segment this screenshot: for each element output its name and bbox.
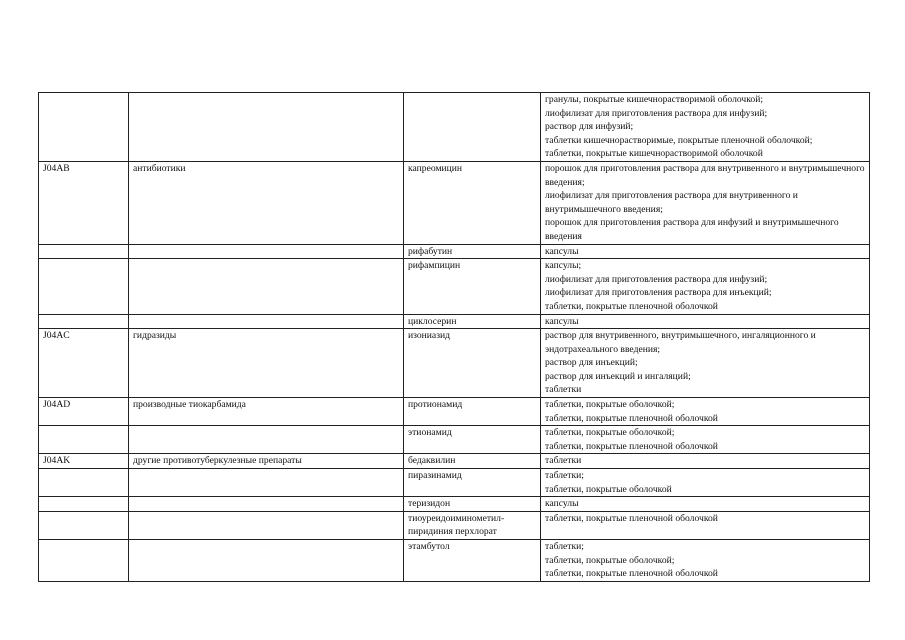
pharmacological-group-cell xyxy=(129,93,404,162)
dosage-form-line: лиофилизат для приготовления раствора для инфузий; xyxy=(545,107,768,119)
dosage-form-line: таблетки, покрытые оболочкой; xyxy=(545,427,675,439)
atc-code-cell: J04AB xyxy=(39,161,129,244)
drug-name-cell: рифампицин xyxy=(404,259,541,314)
table-row xyxy=(39,329,870,398)
atc-code-cell xyxy=(39,469,129,497)
pharmacological-group-cell xyxy=(129,540,404,582)
dosage-form-line: таблетки; xyxy=(545,470,584,482)
pharmacological-group-cell: антибиотики xyxy=(129,161,404,244)
dosage-form-line: раствор для внутривенного, внутримышечного, ингаляционного и эндотрахеального введения; xyxy=(545,330,816,355)
drug-name-cell: капреомицин xyxy=(404,161,541,244)
dosage-form-line: таблетки, покрытые оболочкой xyxy=(545,483,672,495)
table-row xyxy=(39,314,870,329)
dosage-form-line: таблетки, покрытые пленочной оболочкой xyxy=(545,300,718,312)
dosage-form-line: таблетки, покрытые пленочной оболочкой xyxy=(545,440,718,452)
atc-code-cell xyxy=(39,511,129,539)
atc-code-cell xyxy=(39,259,129,314)
dosage-form-line: лиофилизат для приготовления раствора для внутривенного и внутримышечного введения; xyxy=(545,190,798,215)
table-row xyxy=(39,426,870,454)
dosage-forms-cell xyxy=(541,511,870,539)
dosage-form-line: лиофилизат для приготовления раствора для инфузий; xyxy=(545,273,768,285)
dosage-forms-cell xyxy=(541,398,870,426)
atc-code-cell xyxy=(39,244,129,259)
atc-code-cell xyxy=(39,93,129,162)
dosage-forms-cell xyxy=(541,469,870,497)
drug-name-cell: бедаквилин xyxy=(404,454,541,469)
drug-name-cell: этамбутол xyxy=(404,540,541,582)
dosage-form-line: раствор для инъекций; xyxy=(545,357,638,369)
pharmacological-group-cell xyxy=(129,259,404,314)
table-row xyxy=(39,244,870,259)
atc-code-cell xyxy=(39,540,129,582)
dosage-forms-cell xyxy=(541,454,870,469)
drug-name-cell: теризидон xyxy=(404,497,541,512)
dosage-form-line: таблетки, покрытые пленочной оболочкой xyxy=(545,412,718,424)
table-row xyxy=(39,511,870,539)
table-row xyxy=(39,161,870,244)
table-row xyxy=(39,454,870,469)
drug-name-cell: пиразинамид xyxy=(404,469,541,497)
drug-name-cell: изониазид xyxy=(404,329,541,398)
dosage-form-line: таблетки, покрытые кишечнорастворимой оболочкой xyxy=(545,148,763,160)
dosage-form-line: порошок для приготовления раствора для внутривенного и внутримышечного введения; xyxy=(545,162,865,188)
dosage-forms-cell xyxy=(541,259,870,314)
drug-name-cell: тиоуреидоиминометил-пиридиния перхлорат xyxy=(404,511,541,539)
pharmacological-group-cell xyxy=(129,497,404,512)
dosage-form-line: таблетки xyxy=(545,455,582,467)
dosage-form-line: лиофилизат для приготовления раствора для инъекций; xyxy=(545,287,772,299)
pharmacological-group-cell xyxy=(129,426,404,454)
drug-table-body xyxy=(39,93,870,582)
table-row xyxy=(39,469,870,497)
drug-name-cell: этионамид xyxy=(404,426,541,454)
dosage-forms-cell xyxy=(541,161,870,244)
atc-code-cell xyxy=(39,426,129,454)
dosage-form-line: таблетки, покрытые пленочной оболочкой xyxy=(545,568,718,580)
dosage-form-line: гранулы, покрытые кишечнорастворимой оболочкой; xyxy=(545,94,763,105)
table-row xyxy=(39,259,870,314)
dosage-form-line: раствор для инъекций и ингаляций; xyxy=(545,370,691,382)
pharmacological-group-cell xyxy=(129,511,404,539)
atc-code-cell: J04AC xyxy=(39,329,129,398)
dosage-forms-cell xyxy=(541,314,870,329)
dosage-form-line: порошок для приготовления раствора для инфузий и внутримышечного введения xyxy=(545,217,839,242)
drug-name-cell: рифабутин xyxy=(404,244,541,259)
drug-name-cell xyxy=(404,93,541,162)
atc-code-cell: J04AK xyxy=(39,454,129,469)
drug-name-cell: циклосерин xyxy=(404,314,541,329)
dosage-form-line: капсулы; xyxy=(545,260,582,272)
pharmacological-group-cell xyxy=(129,314,404,329)
dosage-forms-cell xyxy=(541,329,870,398)
drug-name-cell: протионамид xyxy=(404,398,541,426)
dosage-forms-cell xyxy=(541,244,870,259)
atc-code-cell: J04AD xyxy=(39,398,129,426)
table-row xyxy=(39,93,870,162)
dosage-form-line: таблетки, покрытые оболочкой; xyxy=(545,399,675,411)
pharmacological-group-cell xyxy=(129,244,404,259)
table-row xyxy=(39,497,870,512)
dosage-form-line: таблетки, покрытые оболочкой; xyxy=(545,554,675,566)
atc-code-cell xyxy=(39,314,129,329)
dosage-forms-cell xyxy=(541,93,870,162)
dosage-forms-cell xyxy=(541,497,870,512)
pharmacological-group-cell xyxy=(129,469,404,497)
dosage-form-line: таблетки; xyxy=(545,541,584,552)
dosage-form-line: капсулы xyxy=(545,245,579,257)
table-row xyxy=(39,540,870,582)
pharmacological-group-cell: другие противотуберкулезные препараты xyxy=(129,454,404,469)
pharmacological-group-cell: гидразиды xyxy=(129,329,404,398)
dosage-form-line: раствор для инфузий; xyxy=(545,121,634,133)
dosage-form-line: капсулы xyxy=(545,315,579,327)
dosage-form-line: таблетки, покрытые пленочной оболочкой xyxy=(545,512,718,524)
dosage-form-line: таблетки xyxy=(545,384,582,396)
dosage-forms-cell xyxy=(541,540,870,582)
dosage-form-line: капсулы xyxy=(545,498,579,510)
pharmacological-group-cell: производные тиокарбамида xyxy=(129,398,404,426)
drug-table xyxy=(38,92,870,582)
dosage-forms-cell xyxy=(541,426,870,454)
atc-code-cell xyxy=(39,497,129,512)
dosage-form-line: таблетки кишечнорастворимые, покрытые пленочной оболочкой; xyxy=(545,134,813,146)
table-row xyxy=(39,398,870,426)
